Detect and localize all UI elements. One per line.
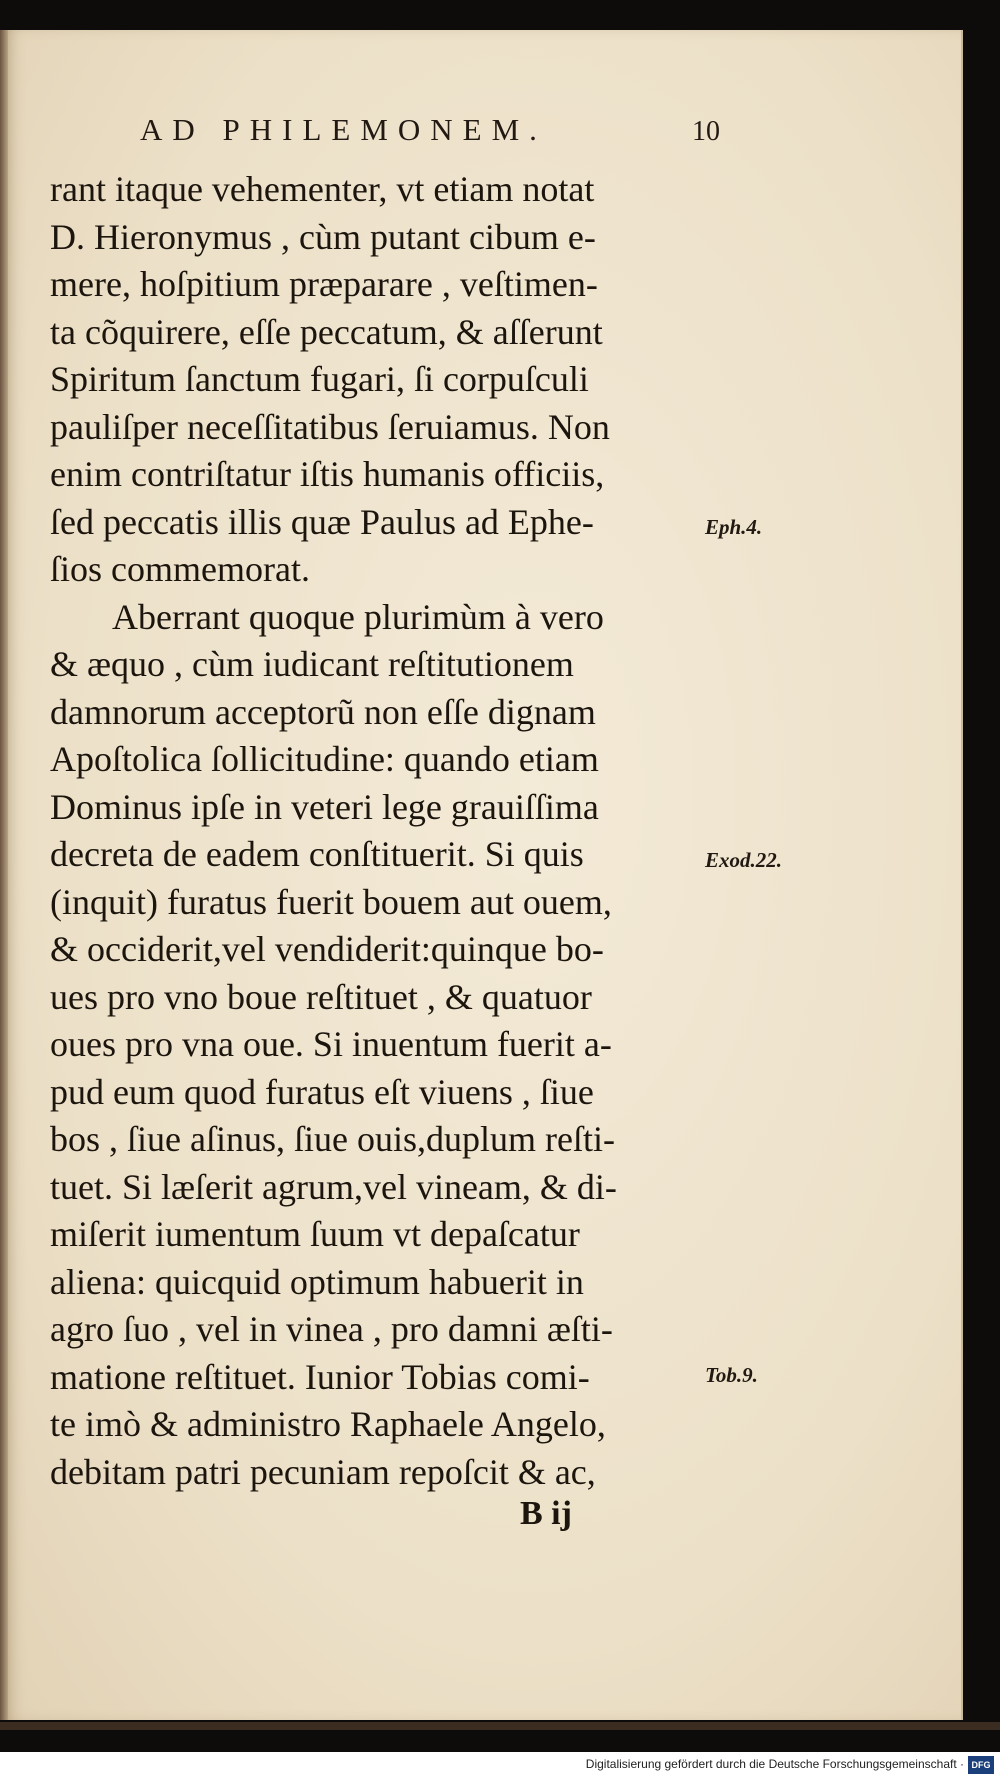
- text-line: te imò & administro Raphaele Angelo,: [50, 1404, 606, 1444]
- page-header: [140, 112, 720, 162]
- text-line: Apoſtolica ſollicitudine: quando etiam: [50, 739, 599, 779]
- text-line: matione reſtituet. Iunior Tobias comi-: [50, 1356, 590, 1397]
- text-line: Spiritum ſanctum fugari, ſi corpuſculi: [50, 359, 589, 399]
- text-line: bos , ſiue aſinus, ſiue ouis,duplum reſti-: [50, 1119, 615, 1159]
- text-line: mere, hoſpitium præparare , veſtimen-: [50, 264, 598, 304]
- text-line: (inquit) furatus fuerit bouem aut ouem,: [50, 881, 612, 922]
- text-line: tuet. Si læſerit agrum,vel vineam, & di-: [50, 1166, 617, 1207]
- dfg-logo-icon: DFG: [968, 1756, 994, 1774]
- text-line: miſerit iumentum ſuum vt depaſcatur: [50, 1214, 580, 1254]
- footer-credit: Digitalisierung gefördert durch die Deutsche Forschungsgemeinschaft ·: [585, 1757, 964, 1771]
- text-line: pud eum quod furatus eſt viuens , ſiue: [50, 1071, 594, 1112]
- text-line: damnorum acceptorũ non eſſe dignam: [50, 691, 596, 732]
- text-line: agro ſuo , vel in vinea , pro damni æſti-: [50, 1309, 613, 1349]
- text-line: aliena: quicquid optimum habuerit in: [50, 1261, 584, 1302]
- margin-note-exodus: Exod.22.: [705, 848, 783, 872]
- margin-note-tobit: Tob.9.: [705, 1363, 758, 1387]
- text-line: enim contriſtatur iſtis humanis officiis,: [50, 454, 605, 494]
- text-line: Aberrant quoque plurimùm à vero: [112, 596, 604, 637]
- margin-note-ephesians: Eph.4.: [705, 515, 763, 539]
- text-line: D. Hieronymus , cùm putant cibum e-: [50, 216, 596, 257]
- digitization-footer: [0, 1752, 1000, 1780]
- text-line: oues pro vna oue. Si inuentum fuerit a-: [50, 1024, 612, 1064]
- text-line: ues pro vno boue reſtituet , & quatuor: [50, 976, 592, 1017]
- text-line: ſed peccatis illis quæ Paulus ad Ephe-: [50, 501, 594, 542]
- running-title: AD PHILEMONEM.: [140, 112, 547, 147]
- page-gutter-edge: [0, 30, 8, 1720]
- text-line: & æquo , cùm iudicant reſtitutionem: [50, 644, 574, 684]
- signature-mark: B ij: [520, 1495, 572, 1532]
- text-line: & occiderit,vel vendiderit:quinque bo-: [50, 929, 604, 969]
- body-text: [50, 166, 700, 1496]
- text-line: ſios commemorat.: [50, 549, 310, 589]
- text-line: decreta de eadem conſtituerit. Si quis: [50, 834, 584, 874]
- text-line: Dominus ipſe in veteri lege grauiſſima: [50, 786, 599, 827]
- text-line: rant itaque vehementer, vt etiam notat: [50, 169, 595, 209]
- text-line: pauliſper neceſſitatibus ſeruiamus. Non: [50, 406, 610, 447]
- page-bottom-edge: [0, 1722, 1000, 1730]
- text-line: ta cõquirere, eſſe peccatum, & aſſerunt: [50, 311, 603, 352]
- text-line: debitam patri pecuniam repoſcit & ac,: [50, 1451, 596, 1492]
- page-number: 10: [692, 116, 720, 147]
